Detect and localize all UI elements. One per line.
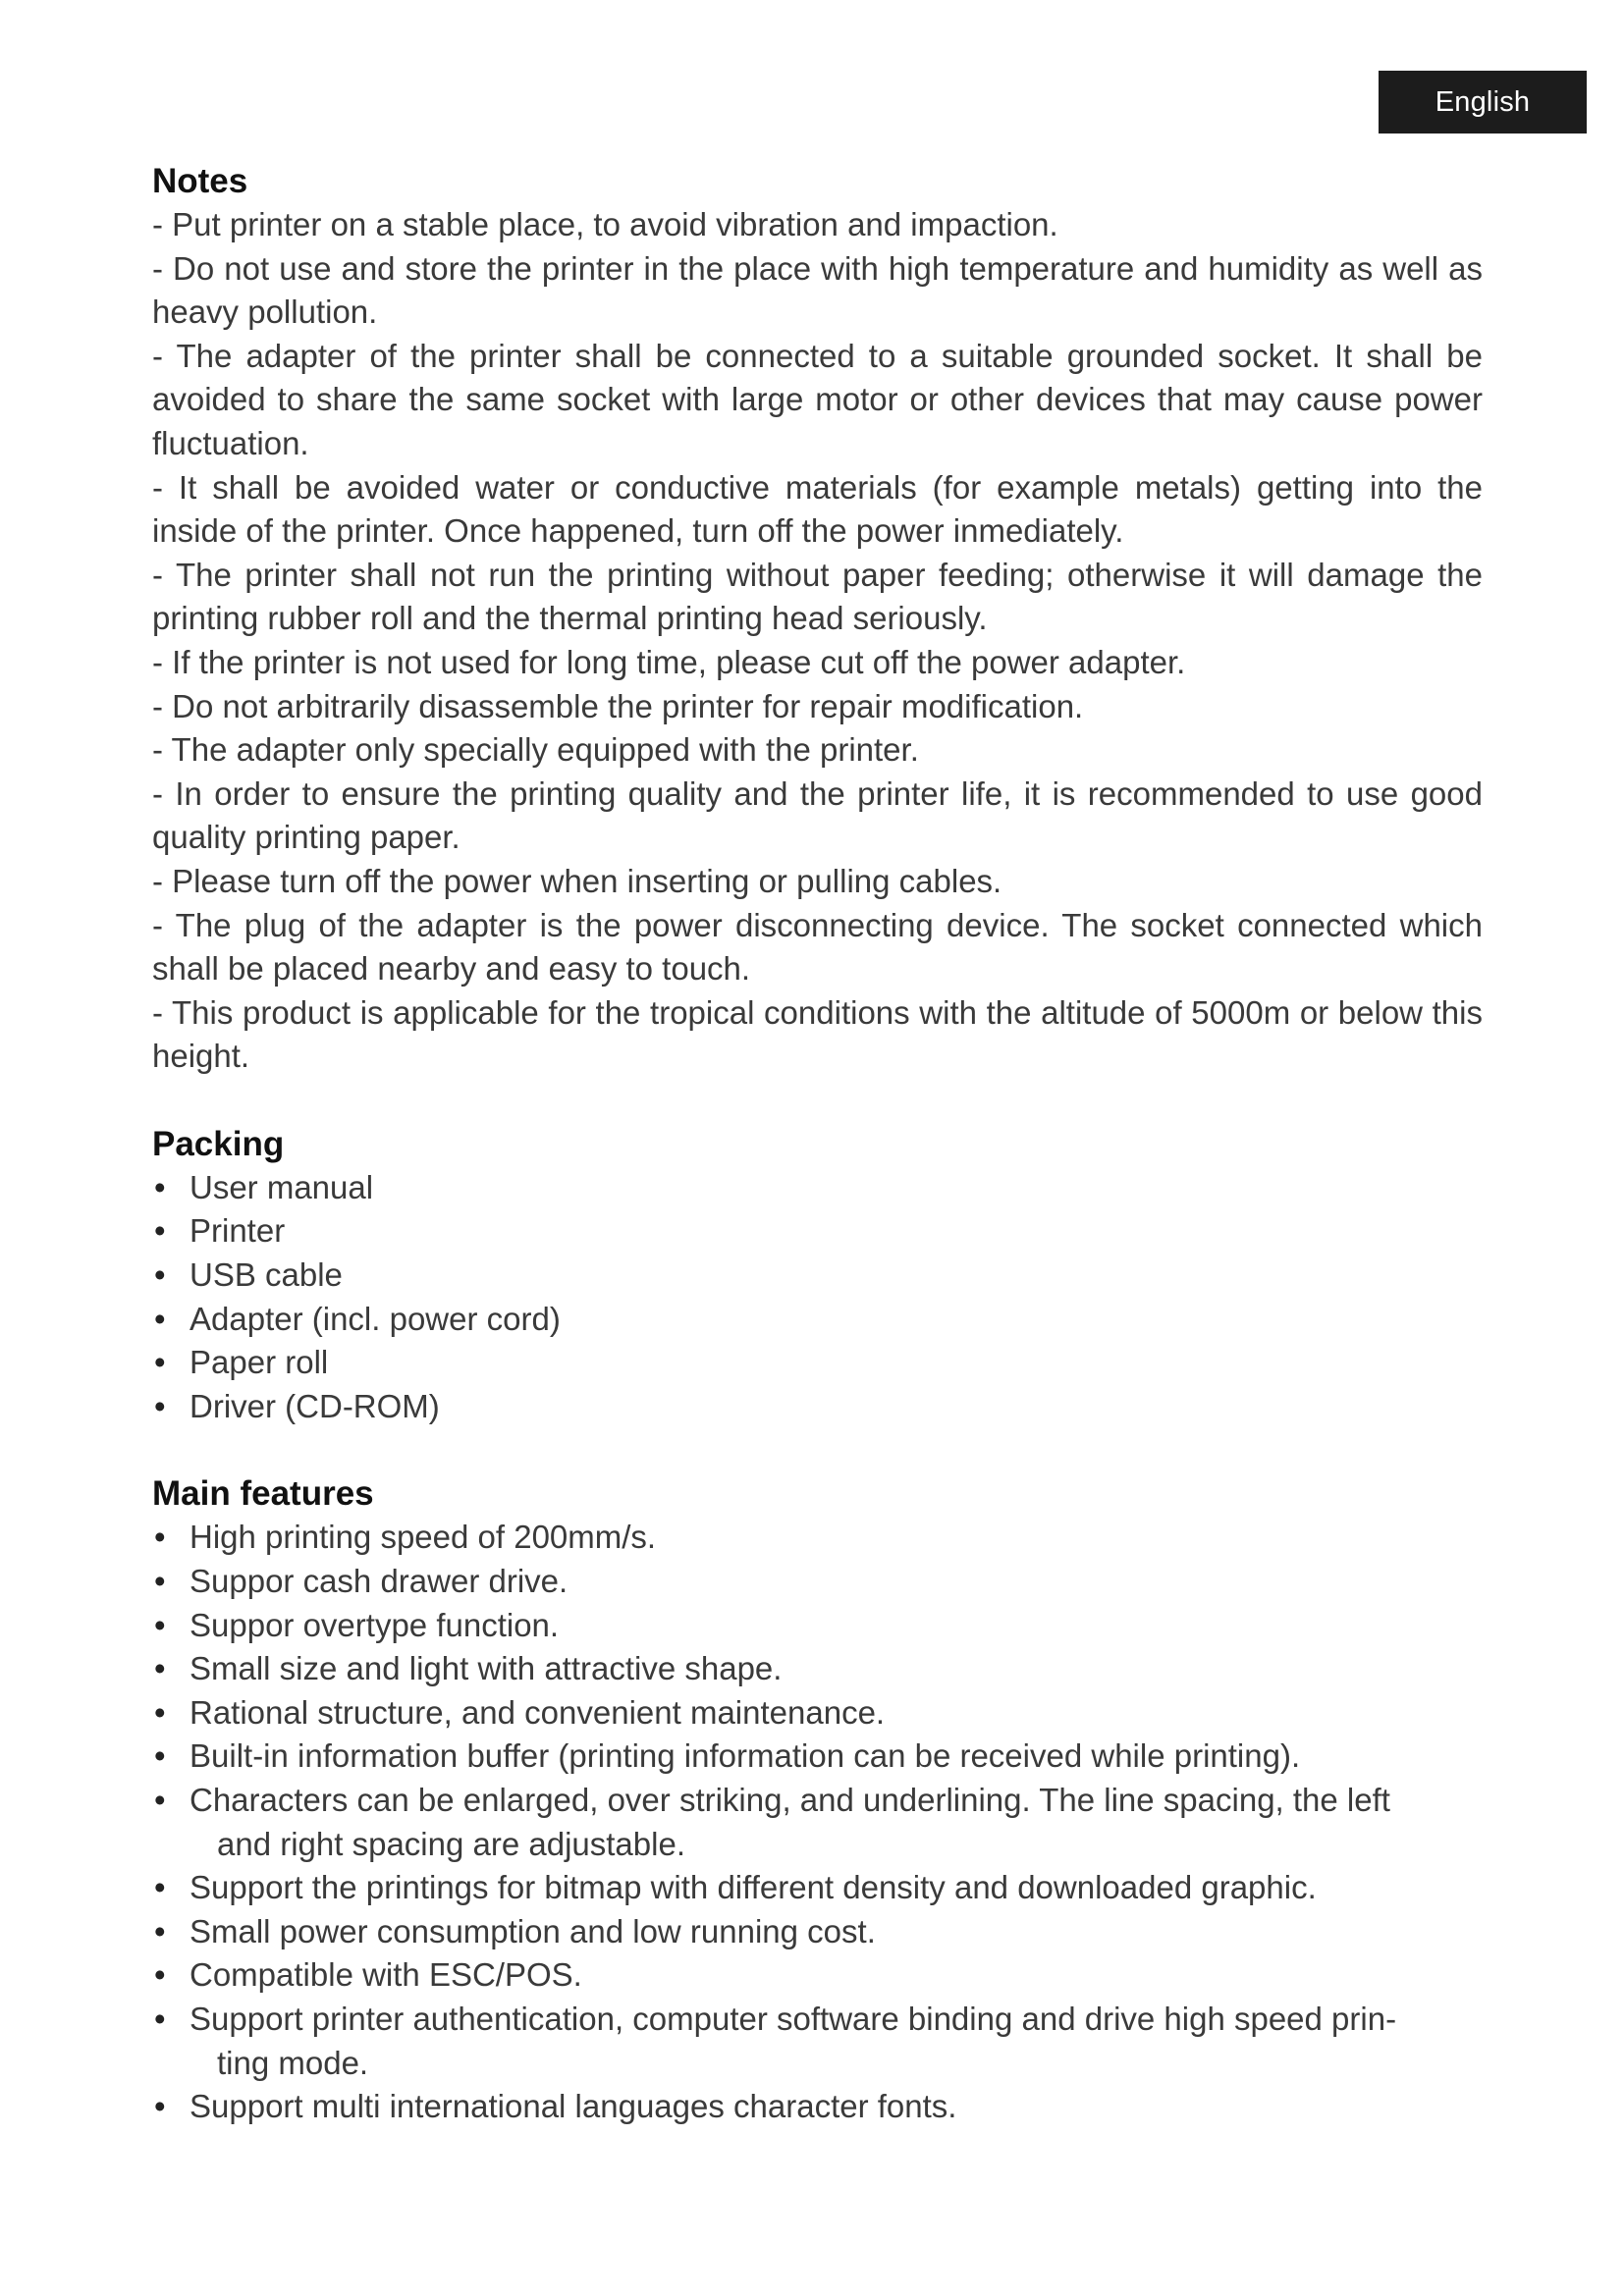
list-item xyxy=(152,1341,1483,1385)
bullet-icon: • xyxy=(154,1344,166,1381)
list-item xyxy=(152,2085,1483,2129)
main-features-heading: Main features xyxy=(152,1474,374,1514)
bullet-icon: • xyxy=(154,1869,166,1906)
packing-item-label: Paper roll xyxy=(189,1344,329,1381)
bullet-icon: • xyxy=(154,1519,166,1556)
feature-text: Support the printings for bitmap with different density and downloaded graphic. xyxy=(189,1869,1317,1906)
note-item: - Put printer on a stable place, to avoid vibration and impaction. xyxy=(152,206,1058,242)
bullet-icon: • xyxy=(154,2088,166,2125)
section-spacer xyxy=(152,1079,1483,1123)
bullet-icon: • xyxy=(154,1606,166,1643)
manual-page-content xyxy=(152,160,1483,2129)
note-item: - This product is applicable for the tropical conditions with the altitude of 5000m or below this height. xyxy=(152,993,1483,1075)
language-tab-english: English xyxy=(1379,71,1587,133)
packing-item-label: USB cable xyxy=(189,1256,343,1294)
bullet-icon: • xyxy=(154,1912,166,1949)
bullet-icon: • xyxy=(154,1956,166,1994)
note-item: - Please turn off the power when inserting or pulling cables. xyxy=(152,862,1002,899)
feature-text: High printing speed of 200mm/s. xyxy=(189,1519,657,1556)
list-item xyxy=(152,1298,1483,1342)
bullet-icon: • xyxy=(154,1212,166,1250)
note-item: - If the printer is not used for long time, please cut off the power adapter. xyxy=(152,643,1186,680)
feature-text: Built-in information buffer (printing information can be received while printing). xyxy=(189,1737,1301,1775)
packing-item-label: Driver (CD-ROM) xyxy=(189,1387,440,1424)
list-item xyxy=(152,1647,1483,1691)
note-item: - It shall be avoided water or conductive materials (for example metals) getting into the inside of the printer. Once happened, turn off the power inmediately. xyxy=(152,468,1483,550)
feature-text-continuation: and right spacing are adjustable. xyxy=(217,1825,685,1862)
bullet-icon: • xyxy=(154,1650,166,1687)
bullet-icon: • xyxy=(154,1563,166,1600)
section-spacer xyxy=(152,1428,1483,1472)
feature-text: Small size and light with attractive shape. xyxy=(189,1650,783,1687)
note-item: - The adapter of the printer shall be connected to a suitable grounded socket. It shall be avoided to share the same socket with large motor or other devices that may cause power fluctuation. xyxy=(152,337,1483,461)
note-item: - In order to ensure the printing quality and the printer life, it is recommended to use good quality printing paper. xyxy=(152,774,1483,856)
bullet-icon: • xyxy=(154,1737,166,1775)
feature-text: Compatible with ESC/POS. xyxy=(189,1956,582,1994)
feature-text: Rational structure, and convenient maintenance. xyxy=(189,1693,886,1731)
feature-text-line: Support printer authentication, computer software binding and drive high speed prin- xyxy=(189,2000,1397,2037)
note-item: - The printer shall not run the printing without paper feeding; otherwise it will damage the printing rubber roll and the thermal printing head seriously. xyxy=(152,556,1483,637)
feature-text: Suppor overtype function. xyxy=(189,1606,560,1643)
packing-item-label: Printer xyxy=(189,1212,286,1250)
feature-text xyxy=(189,1779,1483,1866)
packing-heading: Packing xyxy=(152,1124,285,1163)
list-item xyxy=(152,1385,1483,1429)
packing-item-label: Adapter (incl. power cord) xyxy=(189,1300,561,1337)
feature-text-continuation: ting mode. xyxy=(217,2044,369,2081)
feature-text-line: Characters can be enlarged, over striking, and underlining. The line spacing, the left xyxy=(189,1782,1390,1818)
list-item xyxy=(152,1866,1483,1910)
note-item: - The adapter only specially equipped with the printer. xyxy=(152,731,919,769)
note-item: - Do not arbitrarily disassemble the printer for repair modification. xyxy=(152,687,1084,724)
list-item xyxy=(152,1604,1483,1648)
list-item xyxy=(152,1560,1483,1604)
list-item xyxy=(152,1953,1483,1998)
bullet-icon: • xyxy=(154,1168,166,1205)
notes-section xyxy=(152,160,1483,1079)
list-item xyxy=(152,1166,1483,1210)
feature-text: Suppor cash drawer drive. xyxy=(189,1563,568,1600)
note-item: - Do not use and store the printer in the place with high temperature and humidity as well as heavy pollution. xyxy=(152,249,1483,331)
list-item xyxy=(152,1691,1483,1735)
bullet-icon: • xyxy=(154,1693,166,1731)
bullet-icon: • xyxy=(154,1256,166,1294)
list-item xyxy=(152,1735,1483,1779)
note-item: - The plug of the adapter is the power disconnecting device. The socket connected which shall be placed nearby and easy to touch. xyxy=(152,906,1483,988)
list-item xyxy=(152,1910,1483,1954)
packing-section xyxy=(152,1123,1483,1429)
features-list xyxy=(152,1516,1483,2128)
list-item xyxy=(152,1779,1483,1866)
packing-item-label: User manual xyxy=(189,1168,374,1205)
bullet-icon: • xyxy=(154,2000,166,2037)
feature-text: Small power consumption and low running cost. xyxy=(189,1912,876,1949)
main-features-section xyxy=(152,1472,1483,2128)
list-item xyxy=(152,1516,1483,1560)
list-item xyxy=(152,1209,1483,1254)
packing-list xyxy=(152,1166,1483,1429)
list-item xyxy=(152,1254,1483,1298)
bullet-icon: • xyxy=(154,1782,166,1818)
list-item xyxy=(152,1998,1483,2085)
bullet-icon: • xyxy=(154,1300,166,1337)
notes-heading: Notes xyxy=(152,162,248,200)
feature-text xyxy=(189,1998,1483,2085)
bullet-icon: • xyxy=(154,1387,166,1424)
feature-text: Support multi international languages character fonts. xyxy=(189,2088,957,2125)
